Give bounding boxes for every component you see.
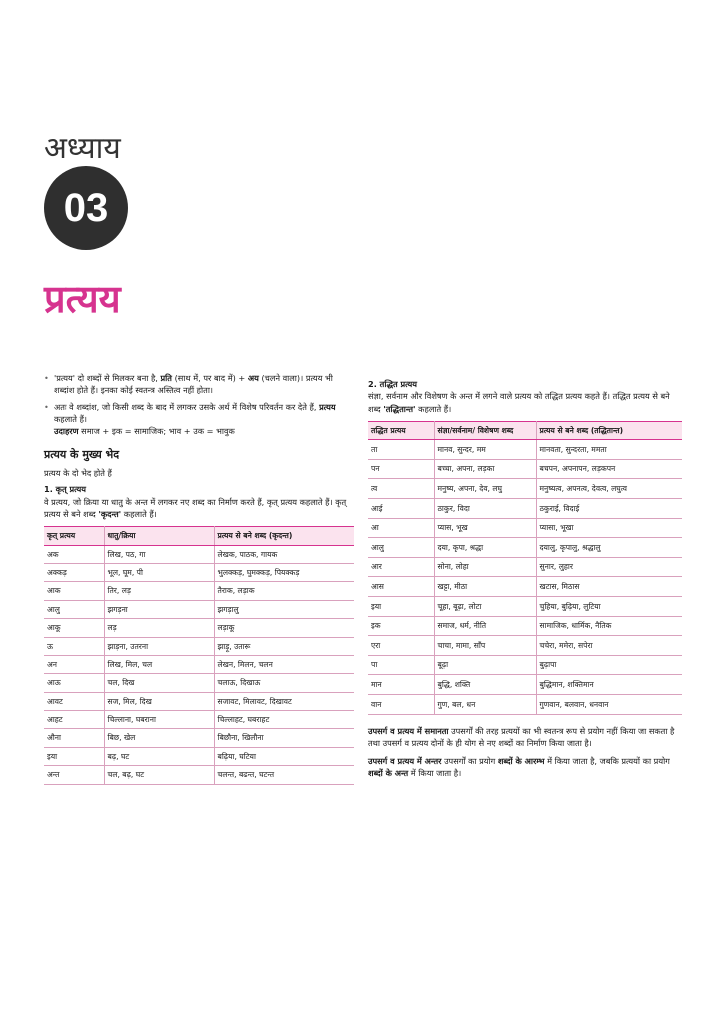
table-row [368,577,682,597]
table-cell: सजावट, मिलावट, दिखावट [214,692,354,710]
table-cell: चाचा, मामा, साँप [434,636,536,656]
bullet-definition: • 'प्रत्यय' दो शब्दों से मिलकर बना है, प्रति (साथ में, पर बाद में) + अय (चलने वाला)। प्रत्यय भी शब्दांश होते हैं। इनका कोई स्वतन्त्र अस्तित्व नहीं होता। [44,373,333,396]
table-cell: आ [368,518,434,538]
section-heading: प्रत्यय के मुख्य भेद [44,448,120,462]
table-row [368,499,682,519]
table-cell: इक [368,616,434,636]
table-cell: अक्कड़ [44,563,104,581]
table-cell: चल, दिख [104,674,214,692]
table-cell: सज, मिल, दिख [104,692,214,710]
table-header-row [44,527,354,545]
table-cell: खट्टा, मीठा [434,577,536,597]
table-cell: चचेरा, ममेरा, सपेरा [536,636,682,656]
table-cell: लड़ाकू [214,619,354,637]
krit-heading: 1. कृत् प्रत्यय [44,484,86,495]
table-cell: दया, कृपा, श्रद्धा [434,538,536,558]
table-cell: गुण, बल, धन [434,695,536,715]
table-row [368,440,682,460]
table-cell: आक [44,582,104,600]
table-cell: लेखक, पाठक, गायक [214,545,354,563]
table-row [44,600,354,618]
table-cell: प्यास, भूख [434,518,536,538]
table-cell: मानव, सुन्दर, मम [434,440,536,460]
section-intro: प्रत्यय के दो भेद होते हैं [44,467,112,478]
table-row [44,545,354,563]
table-cell: पन [368,459,434,479]
table-row [44,766,354,784]
table-cell: बढ़, घट [104,747,214,765]
difference-note: उपसर्ग व प्रत्यय में अन्तर उपसर्गों का प्रयोग शब्दों के आरम्भ में किया जाता है, जबकि प्रत्ययों का प्रयोग शब्दों के अन्त में किया जाता है। [368,756,670,779]
bullet-icon: • [44,373,49,383]
table-cell: बिछ, खेल [104,729,214,747]
table-cell: चलाऊ, दिखाऊ [214,674,354,692]
table-row [44,711,354,729]
similarity-note: उपसर्ग व प्रत्यय में समानता उपसर्गों की तरह प्रत्ययों का भी स्वतन्त्र रूप से प्रयोग नहीं किया जा सकता है तथा उपसर्ग व प्रत्यय दोनों के ही योग से नए शब्दों का निर्माण किया जाता है। [368,725,675,748]
bullet-explanation: • अतः वे शब्दांश, जो किसी शब्द के बाद में लगकर उसके अर्थ में विशेष परिवर्तन कर देते हैं, प्रत्यय कहलाते हैं। उदाहरण समाज + इक = सामाजिक; भाव + उक = भावुक [44,401,336,437]
table-cell: आऊ [44,674,104,692]
table-cell: खटास, मिठास [536,577,682,597]
table-row [44,637,354,655]
table-cell: झाड़ू, उतारू [214,637,354,655]
column-header: कृत् प्रत्यय [44,527,104,545]
chapter-label: अध्याय [44,131,121,166]
table-cell: गुणवान, बलवान, धनवान [536,695,682,715]
table-cell: आहट [44,711,104,729]
right-column [368,374,682,782]
table-cell: लेखन, मिलन, चलन [214,655,354,673]
table-cell: बुढ़ापा [536,655,682,675]
table-cell: आकू [44,619,104,637]
table-row [44,674,354,692]
table-cell: तिर, लड़ [104,582,214,600]
table-cell: मानवता, सुन्दरता, ममता [536,440,682,460]
table-row [44,619,354,637]
left-column [44,372,354,785]
table-header-row [368,421,682,439]
table-cell: आई [368,499,434,519]
table-cell: बूढ़ा [434,655,536,675]
table-row [368,597,682,617]
table-cell: ता [368,440,434,460]
table-row [368,479,682,499]
table-cell: झगड़ालु [214,600,354,618]
table-row [368,655,682,675]
column-header: प्रत्यय से बने शब्द (तद्धितान्त) [536,421,682,439]
table-cell: बुद्धि, शक्ति [434,675,536,695]
column-header: प्रत्यय से बने शब्द (कृदन्त) [214,527,354,545]
table-cell: त्व [368,479,434,499]
table-cell: बचपन, अपनापन, लड़कपन [536,459,682,479]
bullet-icon: • [44,401,49,412]
table-row [44,563,354,581]
table-cell: चूहा, बूढ़ा, लोटा [434,597,536,617]
table-cell: झगड़ना [104,600,214,618]
chapter-title: प्रत्यय [44,277,121,321]
table-cell: लिख, पठ, गा [104,545,214,563]
table-cell: चुहिया, बुढ़िया, लुटिया [536,597,682,617]
table-row [368,695,682,715]
column-header: तद्धित प्रत्यय [368,421,434,439]
krit-table [44,526,354,784]
table-cell: झाड़ना, उतरना [104,637,214,655]
example-text: समाज + इक = सामाजिक; भाव + उक = भावुक [78,426,235,437]
table-cell: वान [368,695,434,715]
table-cell: लिख, मिल, चल [104,655,214,673]
table-cell: आवट [44,692,104,710]
table-cell: पा [368,655,434,675]
table-cell: अक [44,545,104,563]
table-cell: आस [368,577,434,597]
table-cell: दयालु, कृपालु, श्रद्धालु [536,538,682,558]
table-row [368,616,682,636]
table-cell: बिछौना, खिलौना [214,729,354,747]
table-cell: लड़ [104,619,214,637]
table-row [368,459,682,479]
table-cell: प्यासा, भूखा [536,518,682,538]
table-cell: ठाकुर, विदा [434,499,536,519]
table-cell: चल, बढ़, घट [104,766,214,784]
table-row [44,692,354,710]
table-cell: आलु [44,600,104,618]
table-cell: भुलक्कड़, घुमक्कड़, पियक्कड़ [214,563,354,581]
table-cell: मनुष्यत्व, अपनत्व, देवत्व, लघुत्व [536,479,682,499]
table-cell: चलन्त, बढन्त, घटन्त [214,766,354,784]
taddhit-heading: 2. तद्धित प्रत्यय [368,379,418,389]
table-cell: भूल, घूम, पी [104,563,214,581]
table-row [44,655,354,673]
taddhit-definition: संज्ञा, सर्वनाम और विशेषण के अन्त में लगने वाले प्रत्यय को तद्धित प्रत्यय कहते हैं। तद्धित प्रत्यय से बने शब्द 'तद्धितान्त' कहलाते हैं। [368,391,670,414]
table-row [368,636,682,656]
table-cell: बुद्धिमान, शक्तिमान [536,675,682,695]
table-cell: मान [368,675,434,695]
table-cell: सोना, लोहा [434,557,536,577]
table-cell: अन [44,655,104,673]
table-cell: बच्चा, अपना, लड़का [434,459,536,479]
table-row [44,729,354,747]
table-row [368,518,682,538]
table-cell: सामाजिक, धार्मिक, नैतिक [536,616,682,636]
table-cell: इया [368,597,434,617]
table-row [368,538,682,558]
table-cell: ठकुराई, विदाई [536,499,682,519]
table-row [368,675,682,695]
table-row [44,582,354,600]
table-cell: आर [368,557,434,577]
table-cell: चिल्लाना, घबराना [104,711,214,729]
table-cell: आलु [368,538,434,558]
column-header: संज्ञा/सर्वनाम/ विशेषण शब्द [434,421,536,439]
krit-definition: वे प्रत्यय, जो क्रिया या धातु के अन्त में लगकर नए शब्द का निर्माण करते हैं, कृत् प्रत्यय कहलाते हैं। कृत् प्रत्यय से बने शब्द 'कृदन्त' कहलाते हैं। [44,496,347,519]
table-cell: ऊ [44,637,104,655]
table-cell: समाज, धर्म, नीति [434,616,536,636]
taddhit-table [368,421,682,715]
table-cell: सुनार, लुहार [536,557,682,577]
table-cell: एरा [368,636,434,656]
table-cell: इया [44,747,104,765]
table-cell: औना [44,729,104,747]
table-row [44,747,354,765]
chapter-number-badge: 03 [44,166,128,250]
table-row [368,557,682,577]
table-cell: चिल्लाहट, घबराहट [214,711,354,729]
table-cell: मनुष्य, अपना, देव, लघु [434,479,536,499]
table-cell: अन्त [44,766,104,784]
table-cell: तैराक, लड़ाक [214,582,354,600]
table-cell: बढ़िया, घटिया [214,747,354,765]
column-header: धातु/क्रिया [104,527,214,545]
example-label: उदाहरण [54,426,79,437]
